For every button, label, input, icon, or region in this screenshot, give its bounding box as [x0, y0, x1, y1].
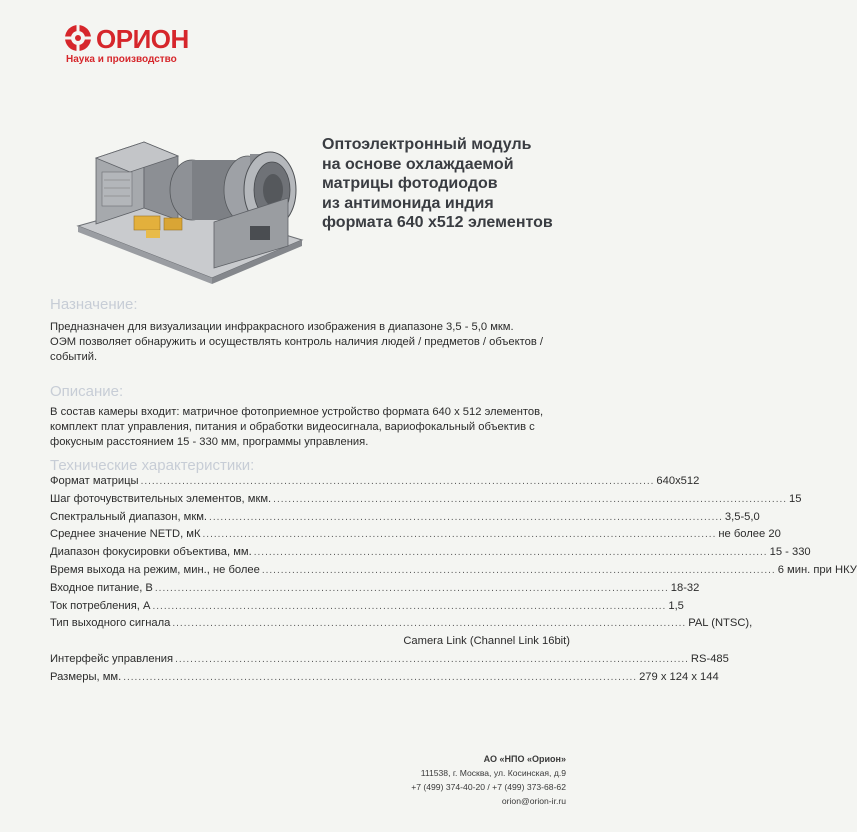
spec-row-continuation: [50, 635, 570, 653]
description-text: [50, 405, 570, 450]
spec-value: RS-485: [690, 652, 729, 665]
logo-name: ОРИОН: [96, 24, 189, 54]
leader-dots: ........................................................................................................................................: [140, 476, 655, 487]
spec-label: Размеры, мм.: [50, 670, 122, 683]
title-line: Оптоэлектронный модуль: [322, 136, 532, 153]
purpose-line: Предназначен для визуализации инфракрасного изображения в диапазоне 3,5 - 5,0 мкм.: [50, 321, 514, 333]
leader-dots: ........................................................................................................................................: [152, 600, 667, 612]
spec-row: [50, 617, 753, 635]
purpose-line: ОЭМ позволяет обнаружить и осуществлять контроль наличия людей / предметов / объектов /: [50, 336, 543, 348]
logo-tagline: Наука и производство: [66, 54, 177, 65]
spec-row: [50, 670, 719, 689]
spec-row: [50, 563, 857, 582]
specs-heading: Технические характеристики:: [50, 457, 255, 474]
company-email[interactable]: orion@orion-ir.ru: [501, 796, 566, 806]
spec-value: 6 мин. при НКУ: [777, 563, 857, 576]
spec-label: Ток потребления, А: [50, 599, 151, 612]
title-line: на основе охлаждаемой: [322, 155, 514, 173]
leader-dots: ........................................................................................................................................: [123, 671, 638, 683]
title-line: матрицы фотодиодов: [322, 175, 498, 192]
leader-dots: ........................................................................................................................................: [209, 511, 723, 523]
spec-label: Время выхода на режим, мин., не более: [50, 563, 260, 576]
company-address: 111538, г. Москва, ул. Косинская, д.9: [420, 768, 566, 778]
purpose-line: событий.: [50, 351, 98, 363]
leader-dots: ........................................................................................................................................: [273, 493, 788, 505]
orion-emblem-icon: [64, 24, 92, 52]
leader-dots: ........................................................................................................................................: [261, 564, 776, 576]
spec-value: 18-32: [670, 581, 700, 594]
purpose-text: [50, 320, 570, 365]
spec-value: 1,5: [668, 599, 684, 612]
spec-value: 279 х 124 х 144: [639, 670, 719, 683]
leader-dots: ........................................................................................................................................: [202, 529, 717, 541]
spec-value: 640х512: [656, 475, 700, 487]
spec-label: Диапазон фокусировки объектива, мм.: [50, 546, 252, 559]
camera-module-illustration: [74, 128, 306, 284]
spec-label: Тип выходного сигнала: [50, 617, 171, 630]
description-line: комплект плат управления, питания и обработки видеосигнала, вариофокальный объектив с: [50, 421, 535, 433]
spec-row: [50, 546, 811, 564]
spec-label: Спектральный диапазон, мкм.: [50, 510, 208, 523]
spec-label: Среднее значение NETD, мК: [50, 528, 201, 541]
spec-row: [50, 652, 729, 671]
spec-row: [50, 581, 700, 600]
leader-dots: ........................................................................................................................................: [172, 618, 687, 630]
spec-value: PAL (NTSC),: [688, 617, 753, 630]
title-line: формата 640 х512 элементов: [322, 214, 553, 231]
spec-value: 3,5-5,0: [724, 510, 760, 523]
spec-label: Формат матрицы: [50, 475, 139, 487]
spec-row: [50, 492, 802, 511]
spec-row: [50, 510, 760, 529]
leader-dots: ........................................................................................................................................: [154, 582, 669, 594]
specs-list: [50, 475, 857, 689]
spec-value: не более 20: [718, 528, 781, 541]
description-line: В состав камеры входит: матричное фотоприемное устройство формата 640 х 512 элементов,: [50, 406, 544, 418]
orion-logo: [62, 22, 189, 72]
spec-row: [50, 528, 781, 546]
product-title: [322, 135, 582, 233]
description-line: фокусным расстоянием 15 - 330 мм, программы управления.: [50, 436, 369, 448]
spec-value: Camera Link (Channel Link 16bit): [403, 635, 570, 648]
spec-value: 15: [789, 492, 802, 505]
spec-row: [50, 599, 684, 618]
spec-row: [50, 475, 700, 493]
purpose-heading: Назначение:: [50, 296, 138, 313]
company-phones: +7 (499) 374-40-20 / +7 (499) 373-68-62: [411, 782, 566, 792]
spec-label: Шаг фоточувствительных элементов, мкм.: [50, 492, 272, 505]
contact-footer: [306, 752, 566, 808]
spec-label: Интерфейс управления: [50, 652, 174, 665]
leader-dots: ........................................................................................................................................: [175, 653, 689, 665]
leader-dots: ........................................................................................................................................: [253, 547, 768, 559]
description-heading: Описание:: [50, 383, 124, 400]
spec-value: 15 - 330: [769, 546, 811, 559]
company-name: АО «НПО «Орион»: [483, 754, 566, 764]
title-line: из антимонида индия: [322, 194, 494, 212]
spec-label: Входное питание, В: [50, 581, 153, 594]
